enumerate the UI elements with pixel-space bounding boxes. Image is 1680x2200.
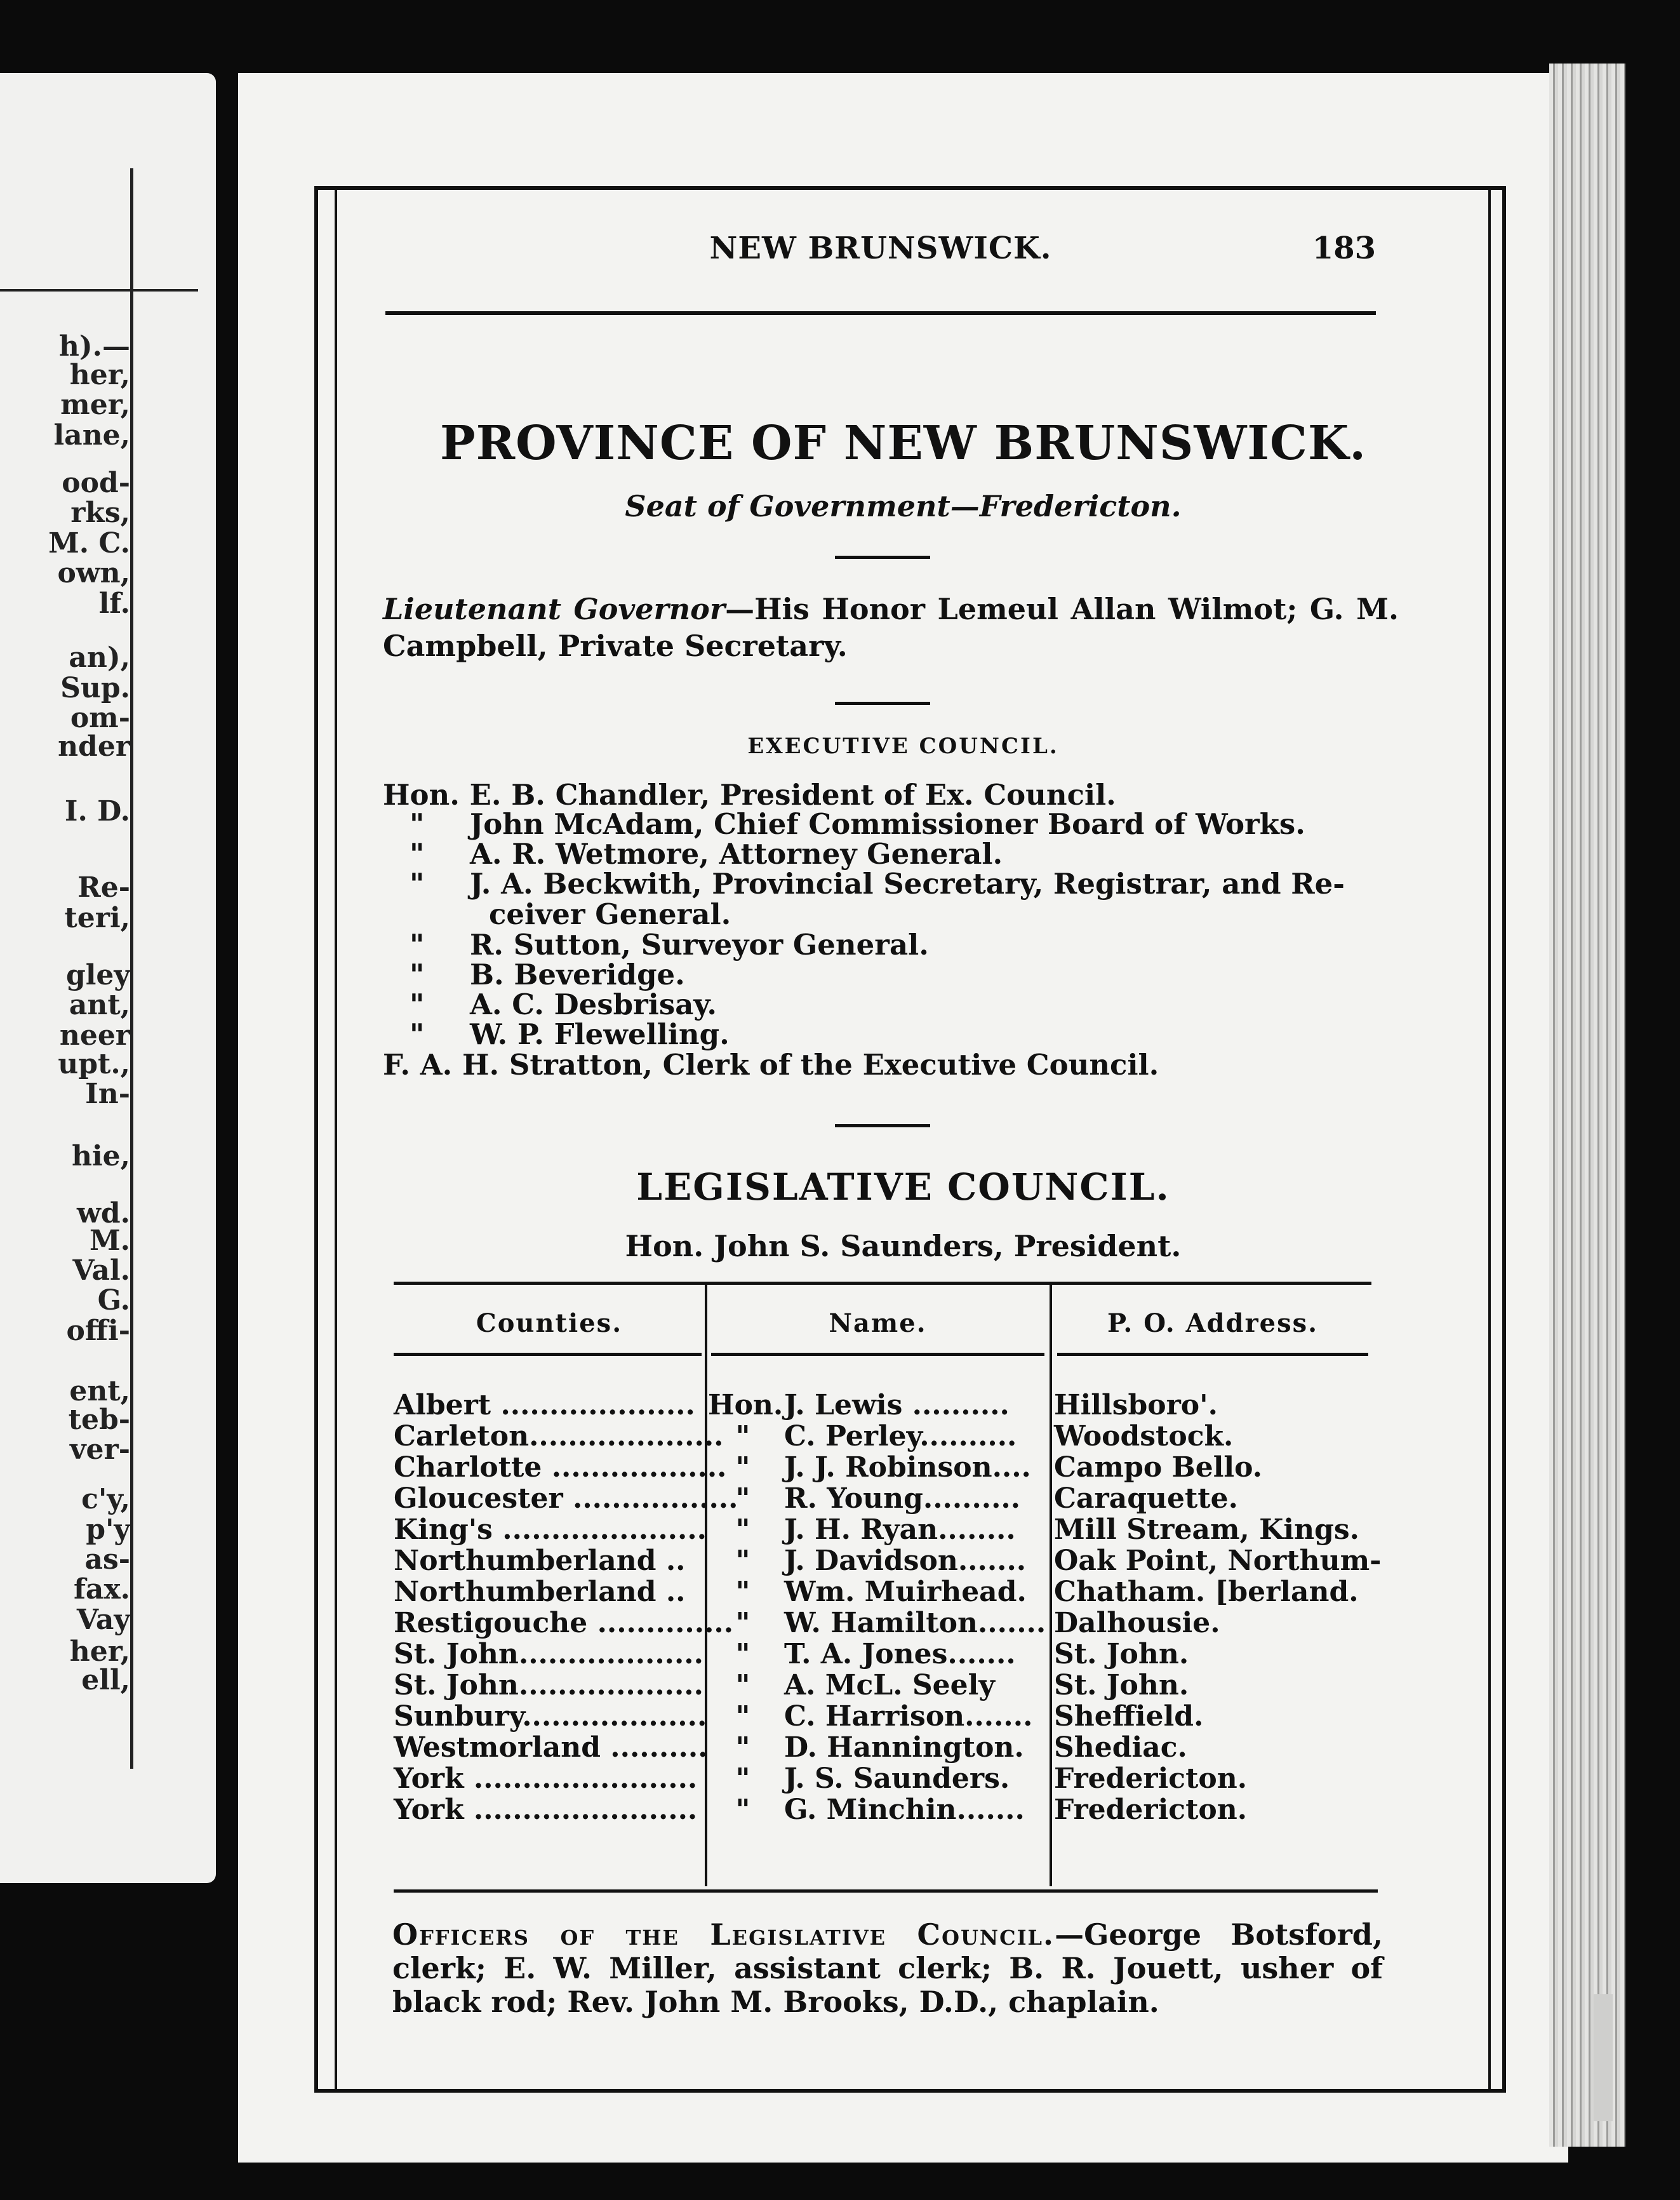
cell-prefix: ": [735, 1638, 750, 1670]
left-page-fragment: nder: [58, 730, 130, 763]
left-page-fragment: gley: [65, 959, 130, 991]
executive-council-clerk: F. A. H. Stratton, Clerk of the Executive Council.: [383, 1048, 1159, 1082]
left-page-fragment: teb-: [68, 1404, 130, 1436]
executive-member: Hon. E. B. Chandler, President of Ex. Council.: [383, 778, 1116, 812]
cell-name: D. Hannington.: [784, 1731, 1024, 1764]
officers-text: —George Botsford, clerk; E. W. Miller, assistant clerk; B. R. Jouett, usher of black rod; Rev. John M. Brooks, D.D., chaplain.: [392, 1917, 1383, 2019]
cell-address: Fredericton.: [1054, 1794, 1248, 1826]
legislative-council-president: Hon. John S. Saunders, President.: [625, 1229, 1182, 1263]
left-page-fragment: offi-: [66, 1315, 130, 1347]
left-page-fragment: ver-: [69, 1433, 130, 1466]
ditto-mark: ": [410, 958, 425, 991]
cell-prefix: ": [735, 1700, 750, 1733]
cell-county: York .......................: [394, 1794, 698, 1826]
header-underline: [711, 1353, 1044, 1356]
cell-county: Albert ....................: [394, 1389, 695, 1421]
lieutenant-governor-label: Lieutenant Governor: [383, 592, 726, 626]
cell-name: J. J. Robinson....: [784, 1451, 1031, 1484]
left-page-fragment: teri,: [64, 902, 130, 934]
cell-county: Gloucester .................: [394, 1482, 738, 1515]
cell-name: J. Davidson.......: [784, 1545, 1027, 1577]
left-page-fragment: p'y: [86, 1513, 130, 1546]
left-page-fragment: Vay: [76, 1604, 130, 1636]
left-page-fragment: as-: [84, 1543, 130, 1576]
ditto-mark: ": [410, 988, 425, 1021]
executive-member: " W. P. Flewelling.: [410, 1017, 730, 1051]
ditto-mark: ": [410, 928, 425, 962]
cell-prefix: ": [735, 1607, 750, 1639]
left-facing-page: [0, 73, 216, 1883]
cell-prefix: ": [735, 1576, 750, 1608]
executive-member: " A. R. Wetmore, Attorney General.: [410, 837, 1003, 871]
left-page-fragment: wd.: [77, 1197, 130, 1230]
running-header-title: NEW BRUNSWICK.: [709, 231, 1052, 266]
left-page-fragment: ant,: [69, 989, 130, 1021]
cell-county: Carleton....................: [394, 1420, 724, 1452]
cell-county: Restigouche ..............: [394, 1607, 734, 1639]
cell-address: Mill Stream, Kings.: [1054, 1513, 1359, 1546]
cell-prefix: ": [735, 1420, 750, 1452]
left-page-fragment: neer: [59, 1019, 130, 1052]
executive-member: " J. A. Beckwith, Provincial Secretary, Registrar, and Re-: [410, 867, 1345, 901]
left-page-fragment: In-: [85, 1078, 130, 1110]
cell-address: St. John.: [1054, 1669, 1189, 1701]
cell-county: Sunbury...................: [394, 1700, 707, 1733]
left-page-fragment: fax.: [74, 1573, 130, 1606]
cell-address: Fredericton.: [1054, 1762, 1248, 1795]
cell-address: Sheffield.: [1054, 1700, 1204, 1733]
cell-name: C. Perley..........: [784, 1420, 1017, 1452]
executive-council-heading: EXECUTIVE COUNCIL.: [747, 734, 1059, 759]
cell-prefix: ": [735, 1513, 750, 1546]
cell-prefix: ": [735, 1731, 750, 1764]
cell-address: Woodstock.: [1054, 1420, 1234, 1452]
lieutenant-governor-paragraph: [383, 591, 1399, 664]
left-page-fragment: upt.,: [58, 1048, 130, 1080]
left-page-fragment: M.: [89, 1224, 130, 1257]
left-page-fragment: her,: [69, 359, 130, 391]
cell-prefix: ": [735, 1545, 750, 1577]
left-page-fragment: lf.: [98, 587, 130, 620]
cell-name: T. A. Jones.......: [784, 1638, 1016, 1670]
left-page-fragment: own,: [57, 557, 130, 589]
table-bottom-rule: [394, 1889, 1378, 1893]
left-page-fragment: Sup.: [60, 672, 130, 704]
left-page-fragment: G.: [97, 1284, 130, 1317]
cell-name: C. Harrison.......: [784, 1700, 1033, 1733]
main-page: [238, 73, 1568, 2163]
cell-name: A. McL. Seely: [784, 1669, 995, 1701]
executive-member: " A. C. Desbrisay.: [410, 988, 717, 1021]
cell-county: St. John...................: [394, 1669, 703, 1701]
table-column-divider: [705, 1283, 707, 1886]
executive-member-continuation: ceiver General.: [489, 897, 731, 931]
left-page-fragment: mer,: [60, 389, 130, 421]
left-page-fragment: om-: [70, 702, 130, 734]
cell-prefix: ": [735, 1482, 750, 1515]
left-page-fragment: M. C.: [48, 527, 130, 560]
left-page-fragment: c'y,: [81, 1483, 130, 1515]
cell-county: Westmorland ..........: [394, 1731, 708, 1764]
officers-label: Officers of the Legislative Council.: [392, 1917, 1055, 1952]
cell-name: Wm. Muirhead.: [784, 1576, 1027, 1608]
executive-member: " John McAdam, Chief Commissioner Board of Works.: [410, 807, 1305, 841]
divider-rule: [835, 1124, 930, 1127]
left-page-fragment: ell,: [81, 1664, 130, 1696]
left-page-fragment: lane,: [53, 419, 130, 452]
left-page-fragment: I. D.: [64, 795, 130, 828]
cell-address: Campo Bello.: [1054, 1451, 1263, 1484]
cell-name: R. Young..........: [784, 1482, 1021, 1515]
header-rule: [385, 311, 1376, 315]
cell-address: St. John.: [1054, 1638, 1189, 1670]
ditto-mark: ": [410, 807, 425, 841]
cell-name: J. H. Ryan........: [784, 1513, 1016, 1546]
book-page-edges: [1549, 64, 1625, 2147]
table-column-divider: [1050, 1283, 1052, 1886]
cell-prefix: Hon.: [708, 1389, 783, 1421]
executive-member: " B. Beveridge.: [410, 958, 685, 991]
divider-rule: [835, 702, 930, 705]
legislative-council-heading: LEGISLATIVE COUNCIL.: [636, 1165, 1170, 1209]
cell-address: Dalhousie.: [1054, 1607, 1220, 1639]
left-page-fragment: ood-: [62, 467, 130, 499]
cell-county: Charlotte ..................: [394, 1451, 727, 1484]
cell-prefix: ": [735, 1669, 750, 1701]
cell-address: Caraquette.: [1054, 1482, 1238, 1515]
hon-prefix: Hon.: [383, 778, 460, 812]
cell-county: St. John...................: [394, 1638, 703, 1670]
left-page-fragment: an),: [69, 641, 130, 674]
cell-address: Hillsboro'.: [1054, 1389, 1218, 1421]
table-top-rule: [394, 1282, 1371, 1285]
left-page-fragment: Val.: [72, 1254, 130, 1287]
ditto-mark: ": [410, 837, 425, 871]
header-underline: [394, 1353, 702, 1356]
cell-address: Oak Point, Northum-: [1054, 1545, 1382, 1577]
cell-address: Chatham. [berland.: [1054, 1576, 1359, 1608]
cell-address: Shediac.: [1054, 1731, 1187, 1764]
lieutenant-governor-text: —His Honor Lemeul Allan Wilmot; G. M. Campbell, Private Secretary.: [383, 592, 1399, 663]
page-title: PROVINCE OF NEW BRUNSWICK.: [439, 416, 1367, 471]
cell-county: Northumberland ..: [394, 1545, 686, 1577]
page-number: 183: [1312, 231, 1376, 266]
left-page-fragment: hie,: [71, 1140, 130, 1172]
cell-name: J. S. Saunders.: [784, 1762, 1010, 1795]
left-page-fragment: rks,: [70, 497, 130, 529]
ditto-mark: ": [410, 1017, 425, 1051]
left-page-rule: [0, 289, 198, 292]
cell-name: J. Lewis ..........: [784, 1389, 1010, 1421]
column-header-name: Name.: [829, 1308, 927, 1338]
page-fold: [1594, 1994, 1613, 2121]
cell-prefix: ": [735, 1451, 750, 1484]
header-underline: [1057, 1353, 1368, 1356]
ditto-mark: ": [410, 867, 425, 901]
cell-county: York .......................: [394, 1762, 698, 1795]
left-page-fragment: h).—: [58, 330, 130, 363]
officers-paragraph: [392, 1918, 1383, 2019]
executive-member: " R. Sutton, Surveyor General.: [410, 928, 929, 962]
cell-name: W. Hamilton.......: [784, 1607, 1046, 1639]
left-page-fragment: her,: [69, 1635, 130, 1668]
cell-county: King's .....................: [394, 1513, 707, 1546]
left-page-fragment: ent,: [69, 1375, 130, 1407]
running-header: [385, 231, 1376, 276]
column-header-counties: Counties.: [476, 1308, 623, 1338]
cell-prefix: ": [735, 1794, 750, 1826]
column-header-address: P. O. Address.: [1107, 1308, 1319, 1338]
cell-prefix: ": [735, 1762, 750, 1795]
cell-name: G. Minchin.......: [784, 1794, 1025, 1826]
seat-of-government: Seat of Government—Fredericton.: [625, 489, 1182, 523]
divider-rule: [835, 556, 930, 559]
cell-county: Northumberland ..: [394, 1576, 686, 1608]
left-page-fragment: Re-: [77, 871, 130, 904]
